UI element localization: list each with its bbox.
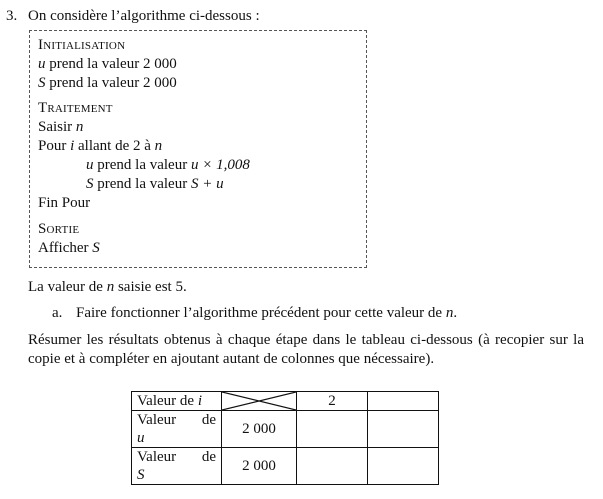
init-line-s: [38, 74, 177, 93]
header-empty-cell: [368, 392, 439, 411]
var-n: n: [154, 138, 163, 154]
row-u-empty-1: [297, 411, 368, 448]
afficher-line: [38, 239, 100, 258]
pour-middle: allant de 2 à: [74, 138, 155, 154]
var-u: u: [86, 157, 94, 173]
var-u: u: [137, 430, 145, 446]
saisir-text: Saisir: [38, 119, 76, 135]
table-row-s: [132, 448, 439, 485]
init-line-text: prend la valeur 2 000: [45, 56, 177, 72]
header-label-cell: [132, 392, 222, 411]
crossed-cell: [222, 392, 297, 411]
loop-line-u: [86, 156, 250, 175]
row-s-label: [132, 448, 222, 485]
item-a-label: a.: [52, 305, 63, 321]
row-s-empty-1: [297, 448, 368, 485]
fin-pour: Fin Pour: [38, 195, 91, 211]
row-s-value: 2 000: [222, 448, 297, 485]
pour-line: [38, 137, 162, 156]
results-table: [131, 391, 439, 485]
instruction-paragraph: Résumer les résultats obtenus à chaque étape dans le tableau ci-dessous (à recopier sur la copie et à compléter en ajoutant autant de colonnes que nécessaire).: [28, 332, 584, 367]
init-line-text: prend la valeur 2 000: [45, 75, 177, 91]
out-heading: Sortie: [38, 221, 80, 237]
var-s: S: [92, 240, 100, 256]
header-value-cell: 2: [297, 392, 368, 411]
row-u-value: 2 000: [222, 411, 297, 448]
init-line-u: [38, 55, 177, 74]
row-u-empty-2: [368, 411, 439, 448]
row-s-empty-2: [368, 448, 439, 485]
label-word1: Valeur: [137, 449, 177, 465]
loop-text: prend la valeur: [93, 176, 191, 192]
loop-expr: S + u: [190, 176, 224, 192]
afficher-text: Afficher: [38, 240, 93, 256]
intro-suffix: saisie est 5.: [114, 279, 187, 295]
cross-mark: [222, 392, 296, 410]
loop-expr: u × 1,008: [190, 157, 250, 173]
loop-text: prend la valeur: [93, 157, 191, 173]
treat-heading: Traitement: [38, 100, 113, 116]
label-word2: de: [201, 412, 216, 428]
intro-line: [28, 278, 187, 297]
item-a-suffix: .: [453, 305, 458, 321]
var-n: n: [445, 305, 454, 321]
row-u-label: [132, 411, 222, 448]
var-s: S: [86, 176, 94, 192]
question-number: 3.: [6, 8, 18, 24]
label-word2: de: [201, 449, 216, 465]
var-n: n: [106, 279, 115, 295]
var-s: S: [38, 75, 46, 91]
var-s: S: [137, 467, 145, 483]
header-label: Valeur de: [137, 393, 198, 409]
init-heading: Initialisation: [38, 37, 126, 53]
table-row-u: [132, 411, 439, 448]
var-i: i: [197, 393, 202, 409]
var-u: u: [38, 56, 46, 72]
item-a-prefix: Faire fonctionner l’algorithme précédent pour cette valeur de: [76, 305, 446, 321]
pour-prefix: Pour: [38, 138, 71, 154]
item-a-text: [76, 304, 457, 323]
table-header-row: [132, 392, 439, 411]
var-i: i: [70, 138, 75, 154]
question-text: On considère l’algorithme ci-dessous :: [28, 8, 260, 24]
var-n: n: [75, 119, 84, 135]
saisir-line: [38, 118, 83, 137]
label-word1: Valeur: [137, 412, 177, 428]
intro-prefix: La valeur de: [28, 279, 107, 295]
loop-line-s: [86, 175, 224, 194]
